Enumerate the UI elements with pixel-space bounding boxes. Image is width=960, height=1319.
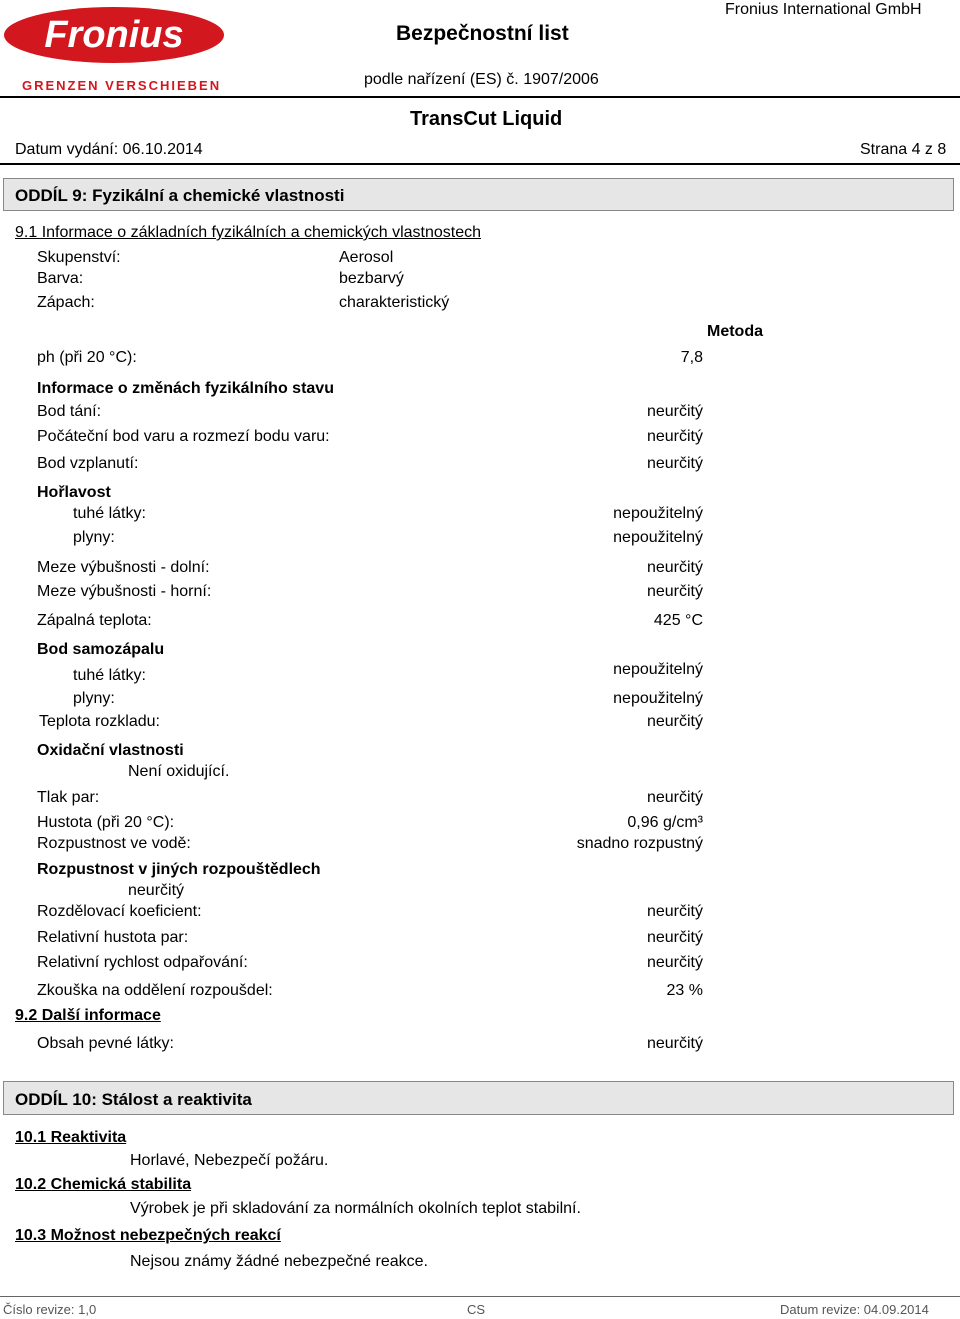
state-value: Aerosol xyxy=(339,249,394,266)
odor-value: charakteristický xyxy=(339,294,450,311)
page-number: Strana 4 z 8 xyxy=(860,141,947,158)
melting-point-label: Bod tání: xyxy=(37,403,102,420)
solid-content-value: neurčitý xyxy=(646,1035,703,1052)
decomposition-value: neurčitý xyxy=(646,713,703,730)
language-code: CS xyxy=(467,1302,486,1317)
flammability-solid-label: tuhé látky: xyxy=(73,505,146,522)
issue-date: Datum vydání: 06.10.2014 xyxy=(15,141,203,158)
density-value: 0,96 g/cm³ xyxy=(627,814,703,831)
company-name: Fronius International GmbH xyxy=(725,1,922,18)
revision-date: Datum revize: 04.09.2014 xyxy=(780,1302,929,1317)
flammability-gas-label: plyny: xyxy=(73,529,115,546)
flammability-solid-value: nepoužitelný xyxy=(613,505,703,522)
stability-text: Výrobek je při skladování za normálních okolních teplot stabilní. xyxy=(130,1200,581,1217)
water-solubility-value: snadno rozpustný xyxy=(576,835,703,852)
evaporation-rate-value: neurčitý xyxy=(646,954,703,971)
lower-explosion-label: Meze výbušnosti - dolní: xyxy=(37,559,210,576)
autoignition-gas-value: nepoužitelný xyxy=(613,690,703,707)
ph-label: ph (při 20 °C): xyxy=(37,349,137,366)
document-title: Bezpečnostní list xyxy=(396,22,569,45)
lower-explosion-value: neurčitý xyxy=(646,559,703,576)
ph-value: 7,8 xyxy=(680,349,703,366)
section-9-header xyxy=(3,178,954,211)
subsection-10-3: 10.3 Možnost nebezpečných reakcí xyxy=(15,1227,281,1244)
flash-point-value: neurčitý xyxy=(646,455,703,472)
partition-coefficient-label: Rozdělovací koeficient: xyxy=(37,903,202,920)
color-label: Barva: xyxy=(37,270,84,287)
solvent-separation-value: 23 % xyxy=(666,982,703,999)
regulation: podle nařízení (ES) č. 1907/2006 xyxy=(364,71,599,88)
logo-wordmark: Fronius xyxy=(44,14,184,56)
partition-coefficient-value: neurčitý xyxy=(646,903,703,920)
other-solvents-value: neurčitý xyxy=(128,882,185,899)
upper-explosion-label: Meze výbušnosti - horní: xyxy=(37,583,212,600)
oxidizing-heading: Oxidační vlastnosti xyxy=(37,742,184,759)
color-value: bezbarvý xyxy=(339,270,404,287)
oxidizing-text: Není oxidující. xyxy=(128,763,230,780)
flash-point-label: Bod vzplanutí: xyxy=(37,455,139,472)
vapor-density-value: neurčitý xyxy=(646,929,703,946)
vapor-pressure-label: Tlak par: xyxy=(37,789,100,806)
melting-point-value: neurčitý xyxy=(646,403,703,420)
ignition-temp-value: 425 °C xyxy=(653,612,703,629)
solvent-separation-label: Zkouška na oddělení rozpoušdel: xyxy=(37,982,273,999)
vapor-pressure-value: neurčitý xyxy=(646,789,703,806)
product-name: TransCut Liquid xyxy=(410,108,563,130)
section-9-title: ODDÍL 9: Fyzikální a chemické vlastnosti xyxy=(15,186,345,205)
vapor-density-label: Relativní hustota par: xyxy=(37,929,189,946)
section-10-header xyxy=(3,1081,954,1115)
reactivity-text: Horlavé, Nebezpečí požáru. xyxy=(130,1152,329,1169)
subsection-9-2: 9.2 Další informace xyxy=(15,1007,161,1024)
decomposition-label: Teplota rozkladu: xyxy=(39,713,160,730)
autoignition-heading: Bod samozápalu xyxy=(37,641,165,658)
boiling-point-value: neurčitý xyxy=(646,428,703,445)
density-label: Hustota (při 20 °C): xyxy=(37,814,175,831)
ignition-temp-label: Zápalná teplota: xyxy=(37,612,152,629)
flammability-gas-value: nepoužitelný xyxy=(613,529,703,546)
subsection-10-1: 10.1 Reaktivita xyxy=(15,1129,127,1146)
upper-explosion-value: neurčitý xyxy=(646,583,703,600)
section-10-title: ODDÍL 10: Stálost a reaktivita xyxy=(15,1090,252,1109)
solid-content-label: Obsah pevné látky: xyxy=(37,1035,174,1052)
water-solubility-label: Rozpustnost ve vodě: xyxy=(37,835,191,852)
logo-tagline: GRENZEN VERSCHIEBEN xyxy=(22,78,222,93)
state-label: Skupenství: xyxy=(37,249,121,266)
autoignition-gas-label: plyny: xyxy=(73,690,115,707)
evaporation-rate-label: Relativní rychlost odpařování: xyxy=(37,954,248,971)
method-header: Metoda xyxy=(707,323,763,340)
autoignition-solid-value: nepoužitelný xyxy=(613,661,703,678)
revision-number: Číslo revize: 1,0 xyxy=(3,1302,97,1317)
odor-label: Zápach: xyxy=(37,294,95,311)
company-logo xyxy=(3,6,225,64)
flammability-heading: Hořlavost xyxy=(37,484,111,501)
autoignition-solid-label: tuhé látky: xyxy=(73,667,146,684)
subsection-9-1: 9.1 Informace o základních fyzikálních a chemických vlastnostech xyxy=(15,224,481,241)
hazardous-reactions-text: Nejsou známy žádné nebezpečné reakce. xyxy=(130,1253,428,1270)
subsection-10-2: 10.2 Chemická stabilita xyxy=(15,1176,192,1193)
phase-change-heading: Informace o změnách fyzikálního stavu xyxy=(37,380,334,397)
boiling-point-label: Počáteční bod varu a rozmezí bodu varu: xyxy=(37,428,330,445)
other-solvents-heading: Rozpustnost v jiných rozpouštědlech xyxy=(37,861,321,878)
